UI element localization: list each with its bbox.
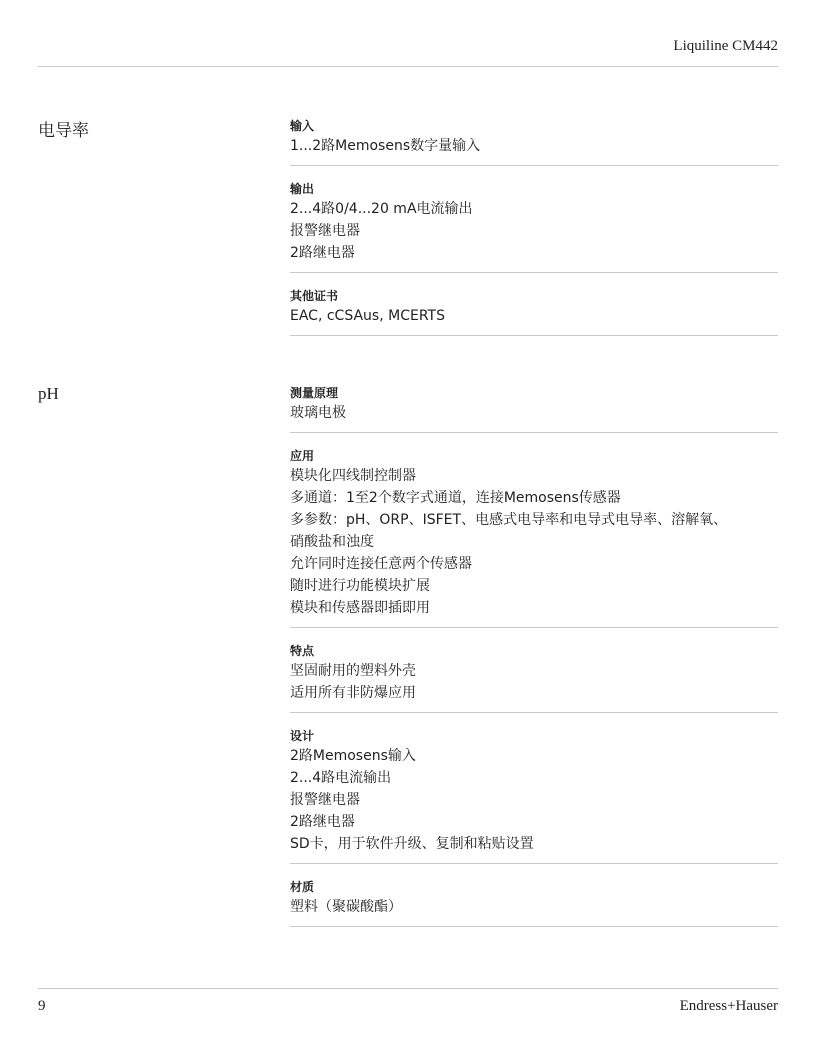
header-divider: [38, 66, 778, 67]
spec-line: 硝酸盐和浊度: [290, 534, 374, 550]
spec-entry: [290, 443, 778, 628]
spec-entry: [290, 283, 778, 336]
spec-line: 1...2路Memosens数字量输入: [290, 138, 481, 154]
spec-entry: [290, 380, 778, 433]
spec-line: 2...4路电流输出: [290, 770, 392, 786]
spec-line: 坚固耐用的塑料外壳: [290, 663, 416, 679]
spec-line: 2路继电器: [290, 814, 355, 830]
spec-line: 2...4路0/4...20 mA电流输出: [290, 201, 473, 217]
section-block-ph: [290, 380, 778, 927]
spec-line: 2路继电器: [290, 245, 355, 261]
spec-line: 多通道：1至2个数字式通道，连接Memosens传感器: [290, 490, 621, 506]
footer-divider: [38, 988, 778, 989]
spec-entry-title: 特点: [290, 644, 315, 658]
spec-entry-title: 材质: [290, 880, 315, 894]
spec-line: 适用所有非防爆应用: [290, 685, 416, 701]
spec-line: SD卡，用于软件升级、复制和粘贴设置: [290, 836, 534, 852]
spec-entry: [290, 638, 778, 713]
spec-line: 允许同时连接任意两个传感器: [290, 556, 472, 572]
spec-entry: [290, 176, 778, 273]
section-label-ph: pH: [38, 384, 59, 403]
spec-line: 玻璃电极: [290, 405, 346, 421]
spec-line: 随时进行功能模块扩展: [290, 578, 430, 594]
spec-entry: [290, 113, 778, 166]
spec-line: 模块化四线制控制器: [290, 468, 416, 484]
brand-name: Endress+Hauser: [679, 998, 778, 1014]
spec-line: 模块和传感器即插即用: [290, 600, 430, 616]
spec-entry-title: 输入: [290, 119, 315, 133]
document-header-title: Liquiline CM442: [673, 38, 778, 54]
spec-entry-title: 输出: [290, 182, 315, 196]
spec-line: EAC, cCSAus, MCERTS: [290, 308, 445, 324]
section-block-conductivity: [290, 113, 778, 336]
spec-entry-title: 应用: [290, 449, 315, 463]
page-number: 9: [38, 998, 46, 1014]
spec-line: 2路Memosens输入: [290, 748, 416, 764]
spec-line: 多参数：pH、ORP、ISFET、电感式电导率和电导式电导率、溶解氧、: [290, 512, 728, 528]
spec-entry: [290, 874, 778, 927]
section-label-conductivity: 电导率: [38, 121, 89, 140]
spec-line: 塑料（聚碳酸酯）: [290, 899, 402, 915]
spec-entry: [290, 723, 778, 864]
spec-line: 报警继电器: [290, 792, 360, 808]
spec-line: 报警继电器: [290, 223, 360, 239]
spec-entry-title: 设计: [290, 729, 315, 743]
spec-entry-title: 其他证书: [290, 289, 339, 303]
spec-entry-title: 测量原理: [290, 386, 339, 400]
